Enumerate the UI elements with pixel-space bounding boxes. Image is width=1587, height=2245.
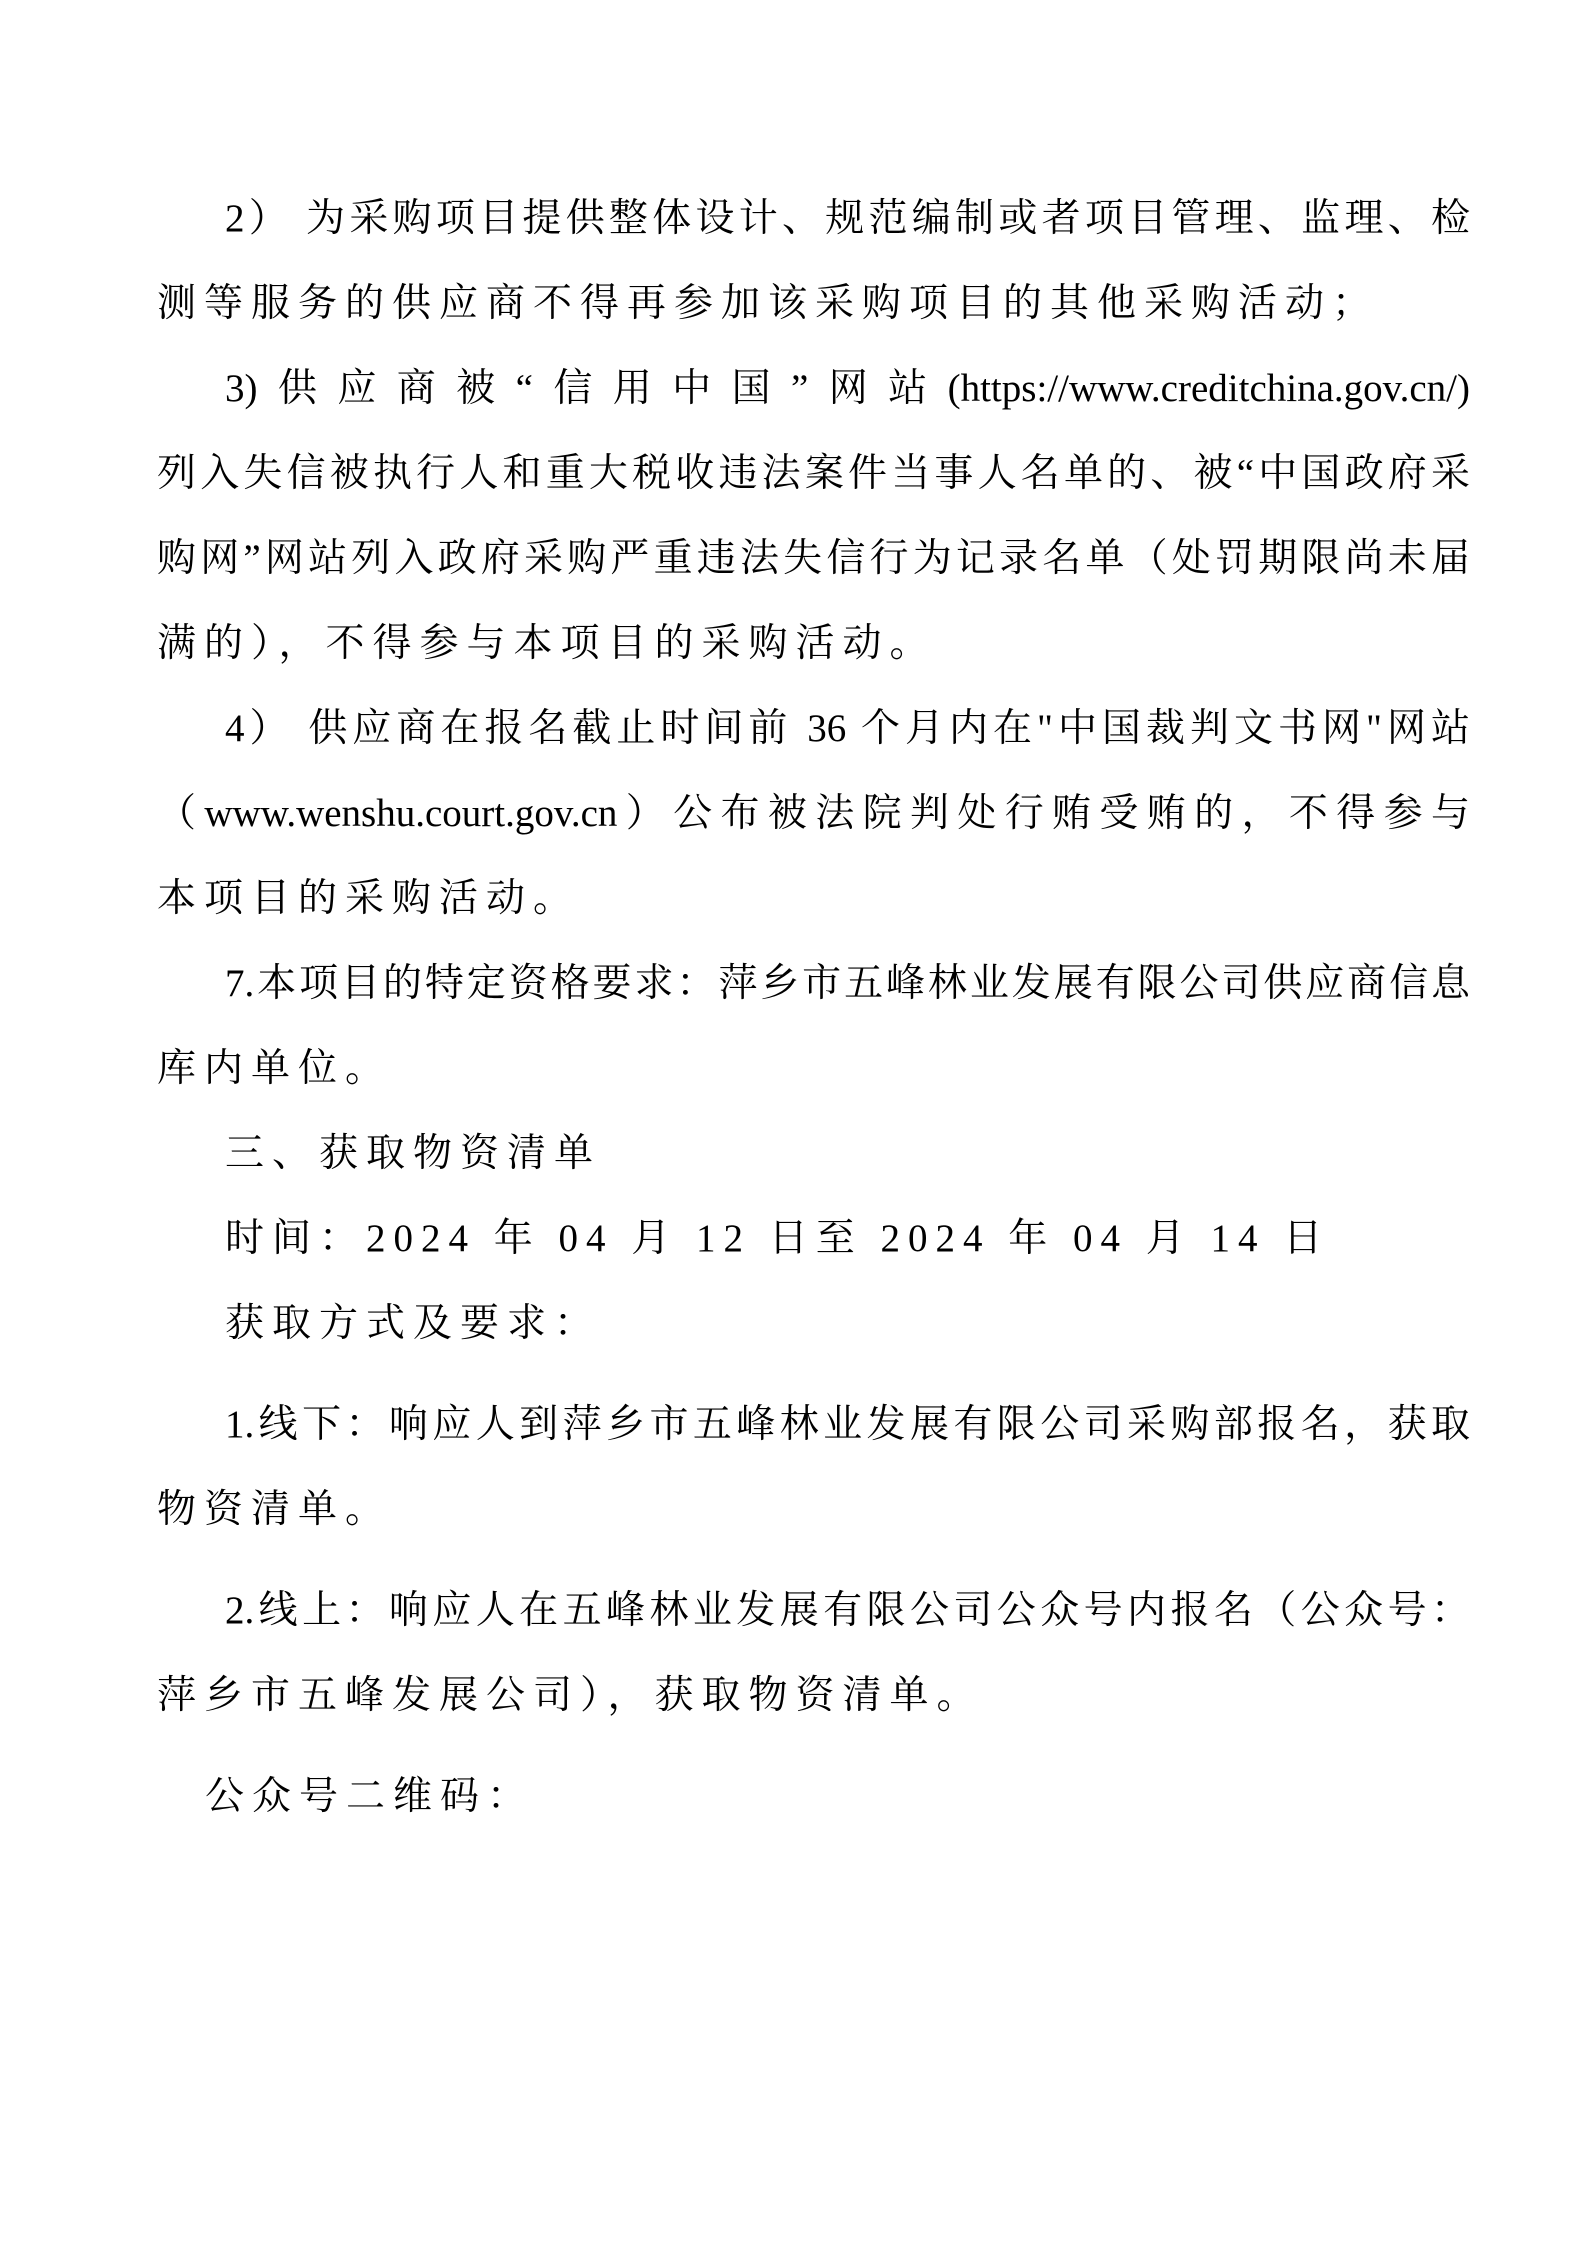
text-line: 满的），不得参与本项目的采购活动。 — [157, 622, 937, 665]
text-line: 购网”网站列入政府采购严重违法失信行为记录名单（处罚期限尚未届 — [157, 537, 1470, 580]
text-line: 列入失信被执行人和重大税收违法案件当事人名单的、被“中国政府采 — [157, 452, 1470, 495]
text-line: 3)供应商被“信用中国”网站(https://www.creditchina.gov.cn/) — [225, 367, 1470, 410]
paragraph-online-method — [157, 1568, 1470, 1738]
text-line: 1.线下：响应人到萍乡市五峰林业发展有限公司采购部报名，获取 — [225, 1403, 1470, 1446]
text-line: 公众号二维码： — [205, 1775, 535, 1818]
section-heading-obtain-list — [157, 1111, 1470, 1196]
text-line: 2） 为采购项目提供整体设计、规范编制或者项目管理、监理、检 — [225, 197, 1470, 240]
paragraph-time-range — [157, 1196, 1470, 1281]
text-line: 物资清单。 — [157, 1488, 393, 1531]
section-title: 三、获取物资清单 — [225, 1132, 602, 1175]
paragraph-supplier-rule-3 — [157, 346, 1470, 686]
text-line: （www.wenshu.court.gov.cn）公布被法院判处行贿受贿的，不得参与 — [157, 792, 1470, 835]
paragraph-method-heading — [157, 1281, 1470, 1366]
text-line: 本项目的采购活动。 — [157, 877, 581, 920]
text-line: 7.本项目的特定资格要求：萍乡市五峰林业发展有限公司供应商信息 — [225, 962, 1470, 1005]
paragraph-qualification-requirement — [157, 941, 1470, 1111]
text-line: 测等服务的供应商不得再参加该采购项目的其他采购活动； — [157, 282, 1380, 325]
paragraph-supplier-rule-2 — [157, 176, 1470, 346]
paragraph-qrcode-label — [157, 1754, 1470, 1839]
text-line: 4） 供应商在报名截止时间前 36 个月内在"中国裁判文书网"网站 — [225, 707, 1470, 750]
text-line: 2.线上：响应人在五峰林业发展有限公司公众号内报名（公众号： — [225, 1589, 1470, 1632]
paragraph-offline-method — [157, 1382, 1470, 1552]
text-line: 萍乡市五峰发展公司），获取物资清单。 — [157, 1674, 984, 1717]
paragraph-supplier-rule-4 — [157, 686, 1470, 941]
text-line: 库内单位。 — [157, 1047, 393, 1090]
text-line: 时间：2024 年 04 月 12 日至 2024 年 04 月 14 日 — [225, 1217, 1331, 1260]
text-line: 获取方式及要求： — [225, 1302, 602, 1345]
